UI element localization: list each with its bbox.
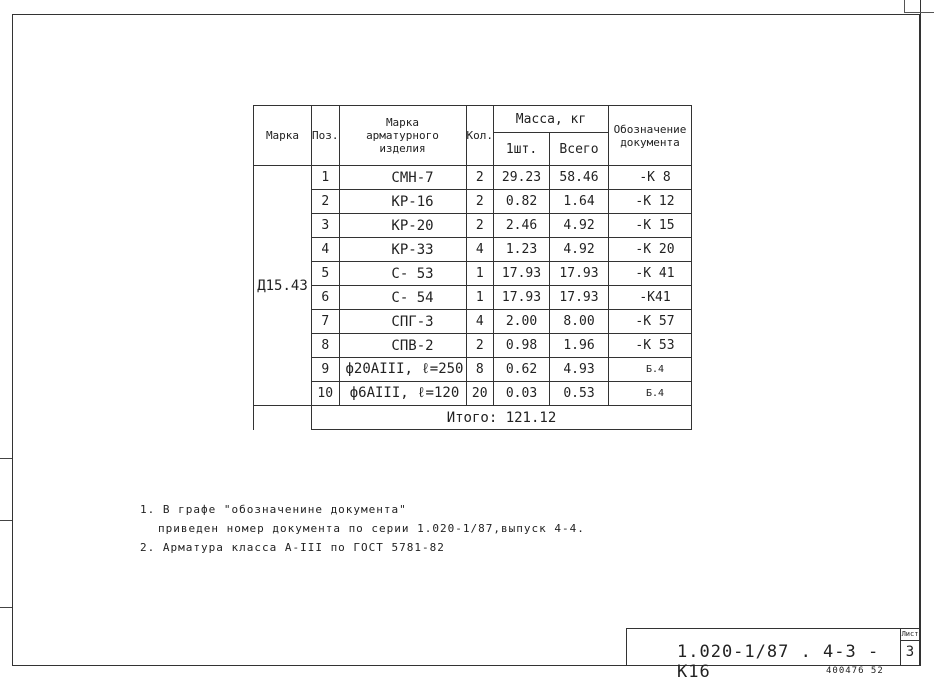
cell-poz: 2 xyxy=(312,190,340,214)
cell-mass-one: 17.93 xyxy=(494,286,550,310)
top-corner-box xyxy=(904,0,934,13)
cell-kol: 2 xyxy=(466,166,494,190)
cell-mass-total: 4.92 xyxy=(550,214,609,238)
header-izdelie xyxy=(339,106,466,166)
cell-mass-total: 8.00 xyxy=(550,310,609,334)
table-row xyxy=(254,238,692,262)
cell-poz: 4 xyxy=(312,238,340,262)
table-row xyxy=(254,166,692,190)
header-poz: Поз. xyxy=(312,106,340,166)
cell-doc: -К 57 xyxy=(609,310,692,334)
left-tab-line xyxy=(0,607,12,608)
total-empty-cell xyxy=(254,406,312,430)
cell-item: С- 53 xyxy=(339,262,466,286)
table-row xyxy=(254,214,692,238)
cell-mass-one: 2.00 xyxy=(494,310,550,334)
sheet-number: 3 xyxy=(905,644,915,660)
cell-poz: 8 xyxy=(312,334,340,358)
cell-kol: 20 xyxy=(466,382,494,406)
cell-item: СМН-7 xyxy=(339,166,466,190)
cell-doc: -К 15 xyxy=(609,214,692,238)
cell-doc: -К 8 xyxy=(609,166,692,190)
total-value: Итого: 121.12 xyxy=(312,406,692,430)
cell-item: СПВ-2 xyxy=(339,334,466,358)
header-mass-total: Всего xyxy=(550,133,609,166)
cell-mass-total: 1.64 xyxy=(550,190,609,214)
cell-kol: 2 xyxy=(466,334,494,358)
cell-poz: 10 xyxy=(312,382,340,406)
cell-mass-total: 17.93 xyxy=(550,262,609,286)
cell-mass-total: 4.93 xyxy=(550,358,609,382)
cell-item: ф20АIII, ℓ=250 xyxy=(339,358,466,382)
cell-doc: -К 12 xyxy=(609,190,692,214)
cell-poz: 6 xyxy=(312,286,340,310)
header-marka: Марка xyxy=(254,106,312,166)
total-row xyxy=(254,406,692,430)
cell-mass-one: 1.23 xyxy=(494,238,550,262)
cell-mass-total: 17.93 xyxy=(550,286,609,310)
cell-poz: 5 xyxy=(312,262,340,286)
cell-mass-total: 0.53 xyxy=(550,382,609,406)
cell-kol: 2 xyxy=(466,190,494,214)
cell-doc: Б.4 xyxy=(609,358,692,382)
header-doc xyxy=(609,106,692,166)
header-izdelie-line1: Марка xyxy=(385,116,420,129)
cell-item: СПГ-3 xyxy=(339,310,466,334)
cell-kol: 1 xyxy=(466,286,494,310)
notes xyxy=(140,500,585,557)
cell-mass-one: 0.98 xyxy=(494,334,550,358)
left-tab-line xyxy=(0,458,12,459)
cell-item: ф6АIII, ℓ=120 xyxy=(339,382,466,406)
cell-kol: 1 xyxy=(466,262,494,286)
cell-doc: -К 20 xyxy=(609,238,692,262)
note-line-2: приведен номер документа по серии 1.020-1/87,выпуск 4-4. xyxy=(158,522,585,535)
sheet-box xyxy=(900,628,920,666)
header-izdelie-line2: арматурного xyxy=(366,129,439,142)
table-row xyxy=(254,310,692,334)
cell-item: КР-20 xyxy=(339,214,466,238)
header-massa: Масса, кг xyxy=(494,106,609,133)
specification-table xyxy=(253,105,692,430)
cell-mass-one: 2.46 xyxy=(494,214,550,238)
cell-doc: -К 41 xyxy=(609,262,692,286)
table-row xyxy=(254,358,692,382)
cell-poz: 1 xyxy=(312,166,340,190)
cell-kol: 2 xyxy=(466,214,494,238)
table-row xyxy=(254,286,692,310)
header-doc-line1: Обозначение xyxy=(613,122,687,136)
cell-mass-total: 58.46 xyxy=(550,166,609,190)
marka-value: Д15.43 xyxy=(254,166,312,406)
cell-doc: -К41 xyxy=(609,286,692,310)
table-row xyxy=(254,262,692,286)
table-row xyxy=(254,190,692,214)
cell-mass-total: 4.92 xyxy=(550,238,609,262)
right-frame-line xyxy=(920,0,923,666)
header-doc-line2: документа xyxy=(620,135,680,149)
header-kol: Кол. xyxy=(466,106,494,166)
cell-doc: -К 53 xyxy=(609,334,692,358)
note-line-1: 1. В графе "обозначенине документа" xyxy=(140,503,407,516)
cell-kol: 4 xyxy=(466,310,494,334)
cell-mass-one: 17.93 xyxy=(494,262,550,286)
cell-poz: 7 xyxy=(312,310,340,334)
document-code: 1.020-1/87 . 4-3 - К16 xyxy=(677,642,880,682)
archive-number: 400476 52 xyxy=(826,666,884,676)
sheet-label: Лист xyxy=(901,629,919,641)
cell-item: С- 54 xyxy=(339,286,466,310)
cell-mass-one: 0.62 xyxy=(494,358,550,382)
cell-mass-one: 0.82 xyxy=(494,190,550,214)
cell-doc: Б.4 xyxy=(609,382,692,406)
note-line-3: 2. Арматура класса А-III по ГОСТ 5781-82 xyxy=(140,541,445,554)
left-tab-line xyxy=(0,520,12,521)
cell-mass-one: 0.03 xyxy=(494,382,550,406)
header-izdelie-line3: изделия xyxy=(379,142,426,155)
cell-mass-one: 29.23 xyxy=(494,166,550,190)
table-row xyxy=(254,334,692,358)
cell-poz: 3 xyxy=(312,214,340,238)
cell-poz: 9 xyxy=(312,358,340,382)
cell-item: КР-16 xyxy=(339,190,466,214)
cell-item: КР-33 xyxy=(339,238,466,262)
cell-kol: 4 xyxy=(466,238,494,262)
cell-kol: 8 xyxy=(466,358,494,382)
table-row xyxy=(254,382,692,406)
header-mass-one: 1шт. xyxy=(494,133,550,166)
cell-mass-total: 1.96 xyxy=(550,334,609,358)
